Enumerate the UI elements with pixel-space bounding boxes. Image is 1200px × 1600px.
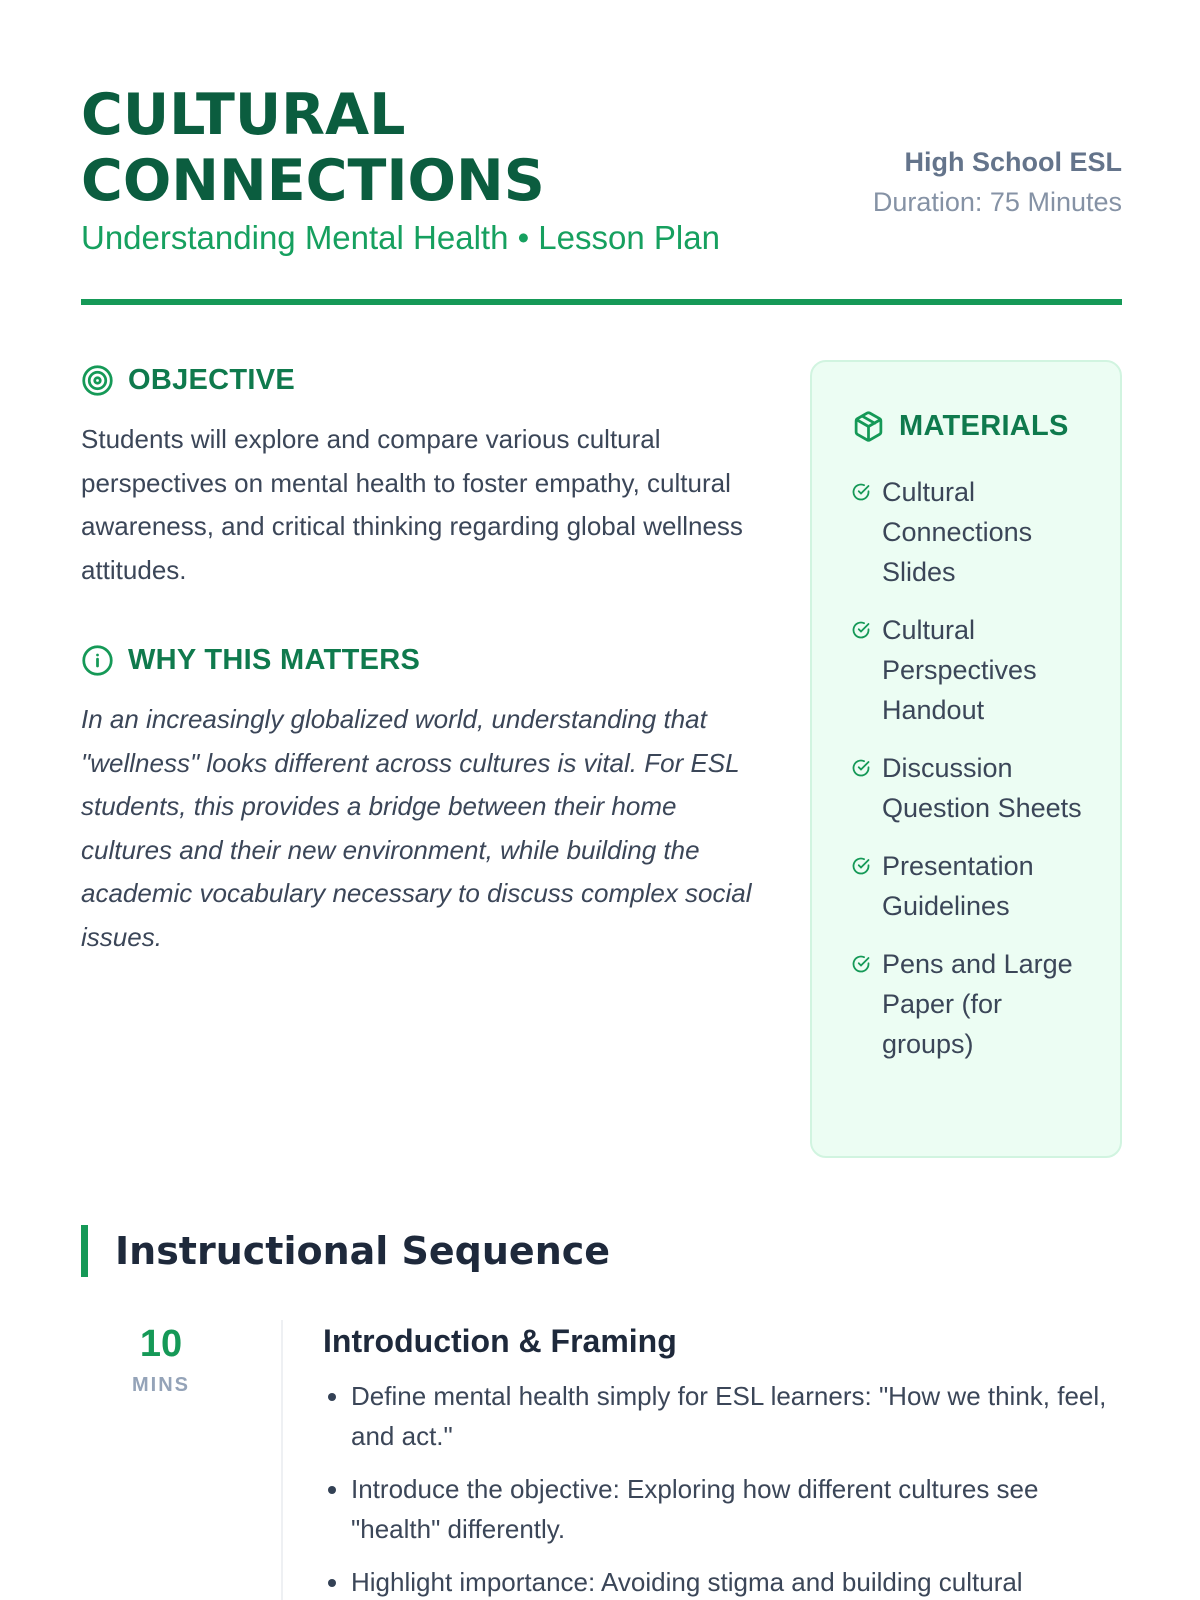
lesson-meta bbox=[862, 142, 1122, 222]
info-icon bbox=[81, 644, 114, 677]
step-duration bbox=[81, 1320, 241, 1397]
box-icon bbox=[852, 410, 885, 443]
materials-list bbox=[852, 472, 1092, 1082]
objective-text: Students will explore and compare various cultural perspectives on mental health to foster empathy, cultural awareness, and critical thinking regarding global wellness attitudes. bbox=[81, 424, 743, 585]
list-item bbox=[852, 610, 1092, 730]
step-bullets bbox=[323, 1376, 1123, 1600]
target-icon bbox=[81, 364, 114, 397]
why-heading bbox=[81, 638, 771, 682]
material-label: Pens and Large Paper (for groups) bbox=[882, 949, 1073, 1059]
check-circle-icon bbox=[852, 621, 870, 639]
header bbox=[81, 80, 1122, 305]
check-circle-icon bbox=[852, 955, 870, 973]
material-label: Cultural Connections Slides bbox=[882, 477, 1033, 587]
step-minutes: 10 bbox=[139, 1323, 183, 1365]
step-title: Introduction & Framing bbox=[323, 1323, 677, 1359]
page-title bbox=[81, 82, 781, 214]
title-line-1: CULTURAL bbox=[81, 82, 406, 148]
step-divider bbox=[281, 1320, 283, 1600]
material-label: Cultural Perspectives Handout bbox=[882, 615, 1037, 725]
material-label: Presentation Guidelines bbox=[882, 851, 1034, 921]
left-column bbox=[81, 358, 771, 959]
list-item: • Introduce the objective: Exploring how different cultures see "health" differently. bbox=[351, 1469, 1123, 1549]
sequence-title: Instructional Sequence bbox=[115, 1229, 611, 1273]
why-text: In an increasingly globalized world, understanding that "wellness" looks different across cultures is vital. For ESL students, this provides a bridge between their home cultures and their new environment, while building the academic vocabulary necessary to discuss complex social issues. bbox=[81, 704, 752, 952]
page-subtitle: Understanding Mental Health • Lesson Plan bbox=[81, 219, 720, 256]
lesson-duration: Duration: 75 Minutes bbox=[872, 187, 1122, 217]
list-item: • Define mental health simply for ESL learners: "How we think, feel, and act." bbox=[351, 1376, 1123, 1456]
check-circle-icon bbox=[852, 759, 870, 777]
materials-card bbox=[810, 360, 1122, 1158]
list-item: • Highlight importance: Avoiding stigma and building cultural bbox=[351, 1562, 1123, 1600]
list-item bbox=[852, 748, 1092, 828]
step-body bbox=[323, 1320, 1123, 1600]
title-line-2: CONNECTIONS bbox=[81, 148, 545, 214]
sequence-step bbox=[81, 1320, 1122, 1600]
grade-level: High School ESL bbox=[904, 147, 1122, 177]
list-item bbox=[852, 472, 1092, 592]
materials-label: MATERIALS bbox=[899, 409, 1069, 442]
list-item bbox=[852, 846, 1092, 926]
objective-heading bbox=[81, 358, 771, 402]
check-circle-icon bbox=[852, 857, 870, 875]
why-label: WHY THIS MATTERS bbox=[128, 643, 421, 676]
material-label: Discussion Question Sheets bbox=[882, 753, 1082, 823]
check-circle-icon bbox=[852, 483, 870, 501]
lesson-plan-page bbox=[81, 0, 1122, 1600]
list-item bbox=[852, 944, 1092, 1064]
materials-heading bbox=[852, 404, 1069, 448]
sequence-heading bbox=[81, 1225, 610, 1277]
objective-label: OBJECTIVE bbox=[128, 363, 296, 396]
step-unit: MINS bbox=[132, 1374, 190, 1396]
